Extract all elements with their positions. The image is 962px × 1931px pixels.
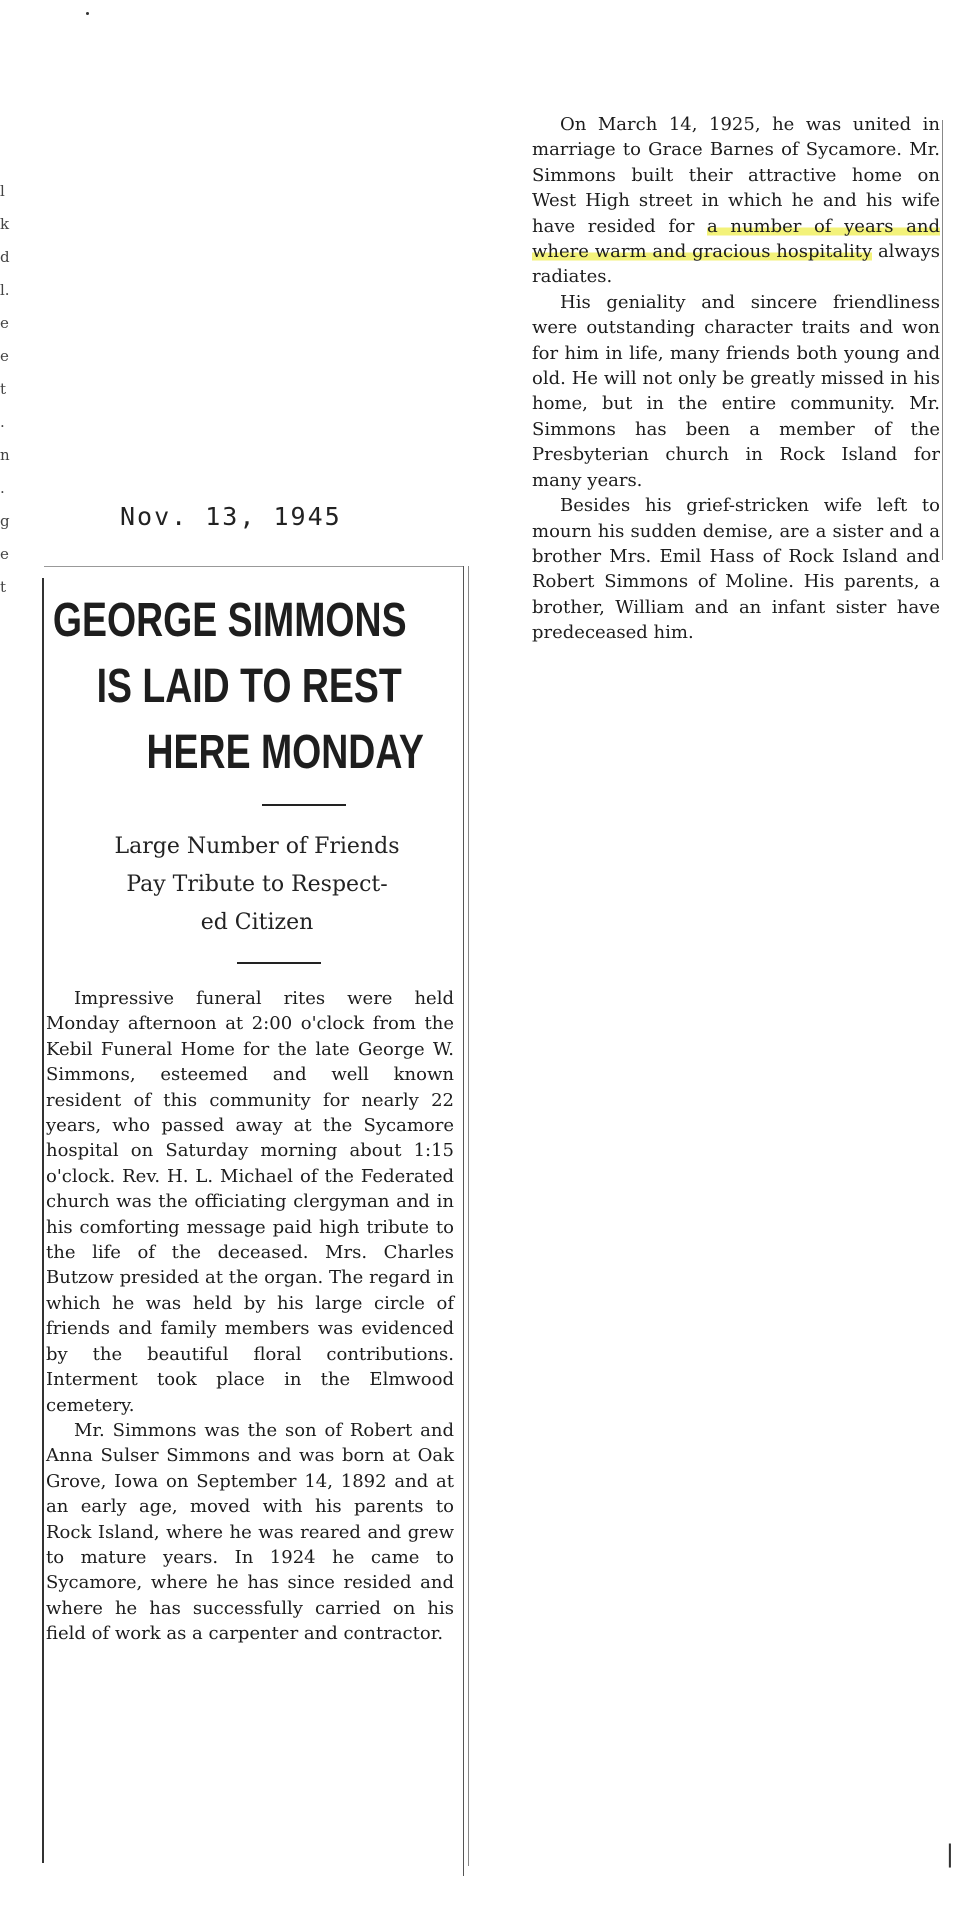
column-top-rule bbox=[44, 566, 464, 567]
column-rule-right bbox=[463, 566, 464, 1876]
headline-line: GEORGE SIMMONS bbox=[52, 594, 407, 647]
margin-fragment: n bbox=[0, 446, 10, 464]
corner-mark: ∣ bbox=[946, 1842, 954, 1872]
margin-fragment: e bbox=[0, 314, 9, 332]
paragraph: His geniality and sincere friendliness were outstanding character traits and won for him in life, many friends both young and old. He will not only be greatly missed in his home, but in the entire community. Mr. Simmons has been a member of the Presbyterian church in Rock Island for many years. bbox=[532, 291, 940, 491]
subheadline-line: Large Number of Friends bbox=[114, 834, 400, 859]
margin-fragment: t bbox=[0, 578, 7, 596]
right-column-rule bbox=[942, 120, 943, 560]
paragraph: Mr. Simmons was the son of Robert and Anna Sulser Simmons and was born at Oak Grove, Iowa on September 14, 1892 and at an early age, moved with his parents to Rock Island, where he was reared and grew to mature years. In 1924 he came to Sycamore, where he has since resided and where he has successfully carried on his field of work as a carpenter and contractor. bbox=[46, 1419, 454, 1645]
margin-fragment: l. bbox=[0, 281, 10, 299]
highlighted-text: a number of years and where warm and gracious hospitality bbox=[532, 215, 940, 263]
paragraph: Besides his grief-stricken wife left to mourn his sudden demise, are a sister and a brother Mrs. Emil Hass of Rock Island and Robert Simmons of Moline. His parents, a brother, William and an infant sister have predeceased him. bbox=[532, 495, 940, 644]
column-rule-right-outer bbox=[468, 566, 469, 1866]
subheadline-line: Pay Tribute to Respect- bbox=[126, 872, 388, 897]
margin-fragment: t bbox=[0, 380, 7, 398]
article-subheadline bbox=[52, 828, 462, 942]
article-body-left bbox=[46, 986, 454, 1647]
article-headline bbox=[42, 588, 424, 786]
headline-divider bbox=[262, 804, 346, 806]
margin-fragment: k bbox=[0, 215, 10, 233]
article-left-column bbox=[42, 566, 472, 1876]
subheadline-line: ed Citizen bbox=[200, 910, 314, 935]
headline-line: HERE MONDAY bbox=[146, 726, 424, 779]
margin-fragment: g bbox=[0, 512, 10, 530]
margin-fragment: l bbox=[0, 182, 5, 200]
margin-fragment: e bbox=[0, 347, 9, 365]
scan-speck bbox=[86, 12, 89, 15]
margin-text-fragments bbox=[0, 175, 12, 604]
margin-fragment: d bbox=[0, 248, 10, 266]
handwritten-date: Nov. 13, 1945 bbox=[120, 502, 342, 531]
headline-line: IS LAID TO REST bbox=[96, 660, 402, 713]
paragraph: Impressive funeral rites were held Monday afternoon at 2:00 o'clock from the Kebil Funeral Home for the late George W. Simmons, esteemed and well known resident of this community for nearly 22 years, who passed away at the Sycamore hospital on Saturday morning about 1:15 o'clock. Rev. H. L. Michael of the Federated church was the officiating clergyman and in his comforting message paid high tribute to the life of the deceased. Mrs. Charles Butzow presided at the organ. The regard in which he was held by his large circle of friends and family members was evidenced by the beautiful floral contributions. Interment took place in the Elmwood cemetery. bbox=[46, 988, 454, 1416]
subheadline-divider bbox=[237, 962, 321, 964]
margin-fragment: e bbox=[0, 545, 9, 563]
paragraph-text: always radiates. bbox=[532, 241, 940, 288]
margin-fragment: . bbox=[0, 479, 5, 497]
margin-fragment: . bbox=[0, 413, 5, 431]
paragraph-text: On March 14, 1925, he was united in marriage to Grace Barnes of Sycamore. Mr. Simmons built their attractive home on West High street in which he and his wife have resided for bbox=[532, 114, 940, 237]
paragraph bbox=[532, 112, 940, 290]
article-body-right bbox=[532, 112, 940, 646]
